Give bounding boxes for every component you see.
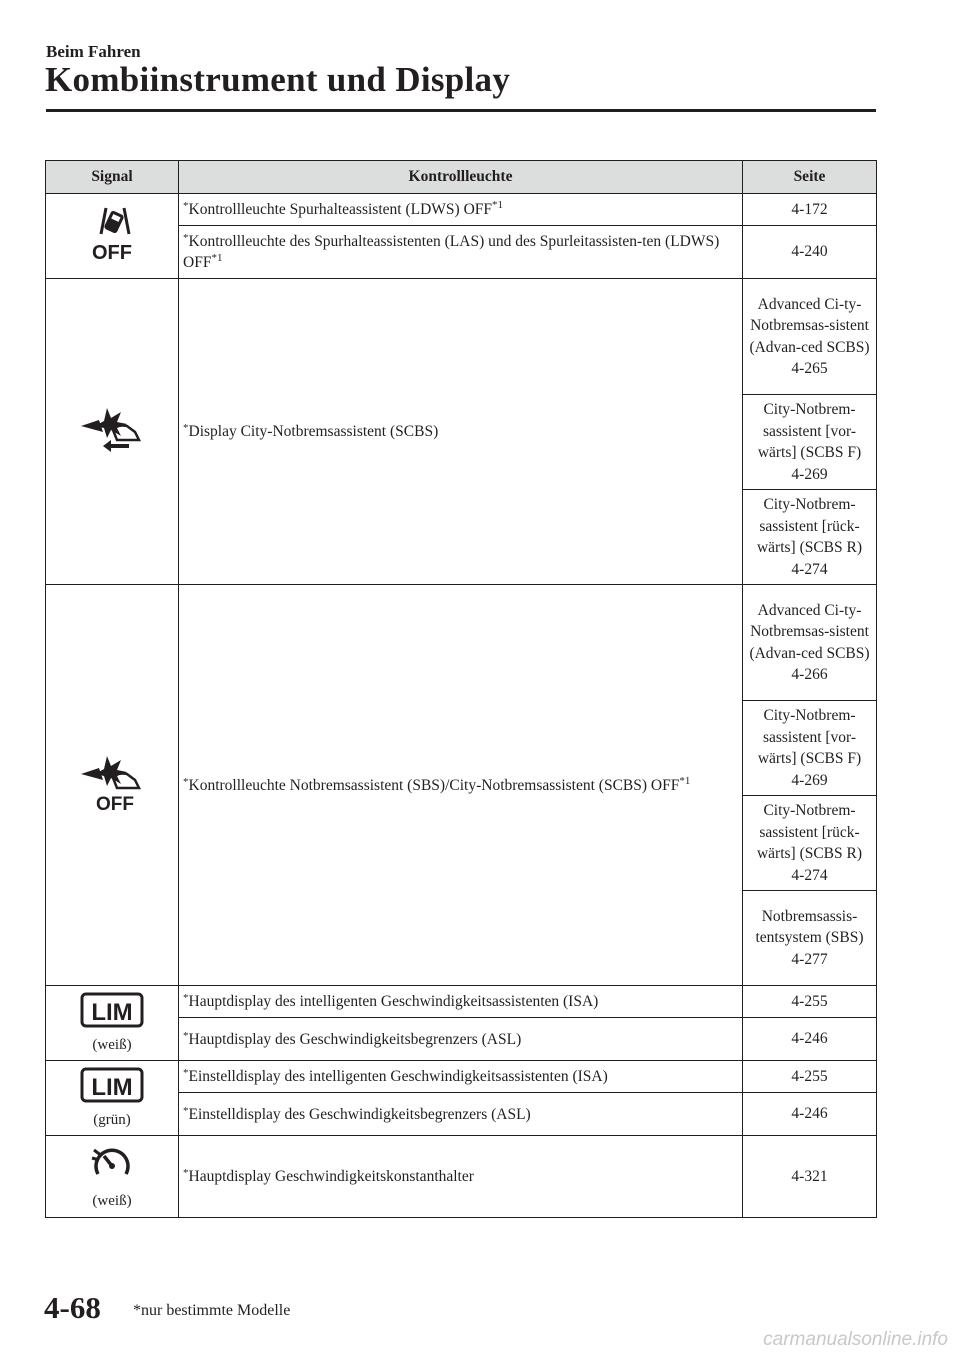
page-number: 4-68	[44, 1290, 101, 1325]
title-rule	[46, 109, 876, 112]
table-row	[46, 986, 877, 1018]
icon-caption: (weiß)	[92, 1037, 132, 1053]
light-cell: *Einstelldisplay des intelligenten Geschwindigkeitsassistenten (ISA)	[179, 1061, 743, 1093]
sbs-off-label: OFF	[96, 793, 134, 812]
signal-cell	[46, 279, 179, 585]
ldws-off-label: OFF	[92, 241, 132, 264]
light-cell: *Display City-Notbremsassistent (SCBS)	[179, 279, 743, 585]
signal-cell	[46, 194, 179, 279]
page-cell: 4-255	[743, 1061, 877, 1093]
page-cell: City-Notbrem-sassistent [rück-wärts] (SCBS R) 4-274	[743, 796, 877, 891]
lim-green-label: LIM	[91, 1074, 133, 1101]
col-header-signal: Signal	[46, 161, 179, 194]
light-cell: *Hauptdisplay des Geschwindigkeitsbegrenzers (ASL)	[179, 1018, 743, 1061]
light-cell: *Kontrollleuchte des Spurhalteassistenten (LAS) und des Spurleitassisten-ten (LDWS) OFF$^{*1}$	[179, 226, 743, 279]
collision-warning-icon	[77, 404, 147, 454]
page-title: Kombiinstrument und Display	[45, 60, 511, 99]
page-cell: 4-246	[743, 1093, 877, 1136]
section-label: Beim Fahren	[46, 42, 141, 61]
indicator-table	[45, 160, 877, 1218]
light-cell: *Hauptdisplay des intelligenten Geschwindigkeitsassistenten (ISA)	[179, 986, 743, 1018]
lim-icon	[80, 1067, 144, 1103]
table-row	[46, 279, 877, 395]
signal-cell	[46, 1061, 179, 1136]
page-cell: 4-240	[743, 226, 877, 279]
page-cell: City-Notbrem-sassistent [rück-wärts] (SCBS R) 4-274	[743, 490, 877, 585]
cruise-control-icon	[90, 1144, 134, 1184]
lane-departure-off-icon	[84, 204, 140, 264]
col-header-light: Kontrollleuchte	[179, 161, 743, 194]
page-cell: Advanced Ci-ty-Notbremsas-sistent (Advan-ced SCBS) 4-266	[743, 585, 877, 701]
light-cell: *Kontrollleuchte Notbremsassistent (SBS)/City-Notbremsassistent (SCBS) OFF$^{*1}$	[179, 585, 743, 986]
table-row	[46, 1136, 877, 1218]
page-cell: 4-255	[743, 986, 877, 1018]
page-cell: Notbremsassis-tentsystem (SBS) 4-277	[743, 891, 877, 986]
table-row	[46, 585, 877, 701]
lim-icon	[80, 992, 144, 1028]
table-row	[46, 1061, 877, 1093]
page-cell: City-Notbrem-sassistent [vor-wärts] (SCBS F) 4-269	[743, 701, 877, 796]
light-cell: *Einstelldisplay des Geschwindigkeitsbegrenzers (ASL)	[179, 1093, 743, 1136]
light-cell: *Kontrollleuchte Spurhalteassistent (LDWS) OFF$^{*1}$	[179, 194, 743, 226]
footnote: *nur bestimmte Modelle	[133, 1302, 291, 1319]
signal-cell	[46, 585, 179, 986]
lim-white-label: LIM	[91, 999, 133, 1026]
signal-cell	[46, 986, 179, 1061]
col-header-page: Seite	[743, 161, 877, 194]
page-cell: City-Notbrem-sassistent [vor-wärts] (SCBS F) 4-269	[743, 395, 877, 490]
page-cell: 4-321	[743, 1136, 877, 1218]
icon-caption: (grün)	[93, 1112, 131, 1128]
icon-caption: (weiß)	[92, 1192, 132, 1209]
page-cell: 4-246	[743, 1018, 877, 1061]
signal-cell	[46, 1136, 179, 1218]
collision-warning-off-icon	[77, 754, 147, 812]
watermark: carmanualsonline.info	[763, 1329, 948, 1350]
table-row	[46, 194, 877, 226]
page-cell: 4-172	[743, 194, 877, 226]
table-header-row	[46, 161, 877, 194]
page-cell: Advanced Ci-ty-Notbremsas-sistent (Advan-ced SCBS) 4-265	[743, 279, 877, 395]
light-cell: *Hauptdisplay Geschwindigkeitskonstanthalter	[179, 1136, 743, 1218]
